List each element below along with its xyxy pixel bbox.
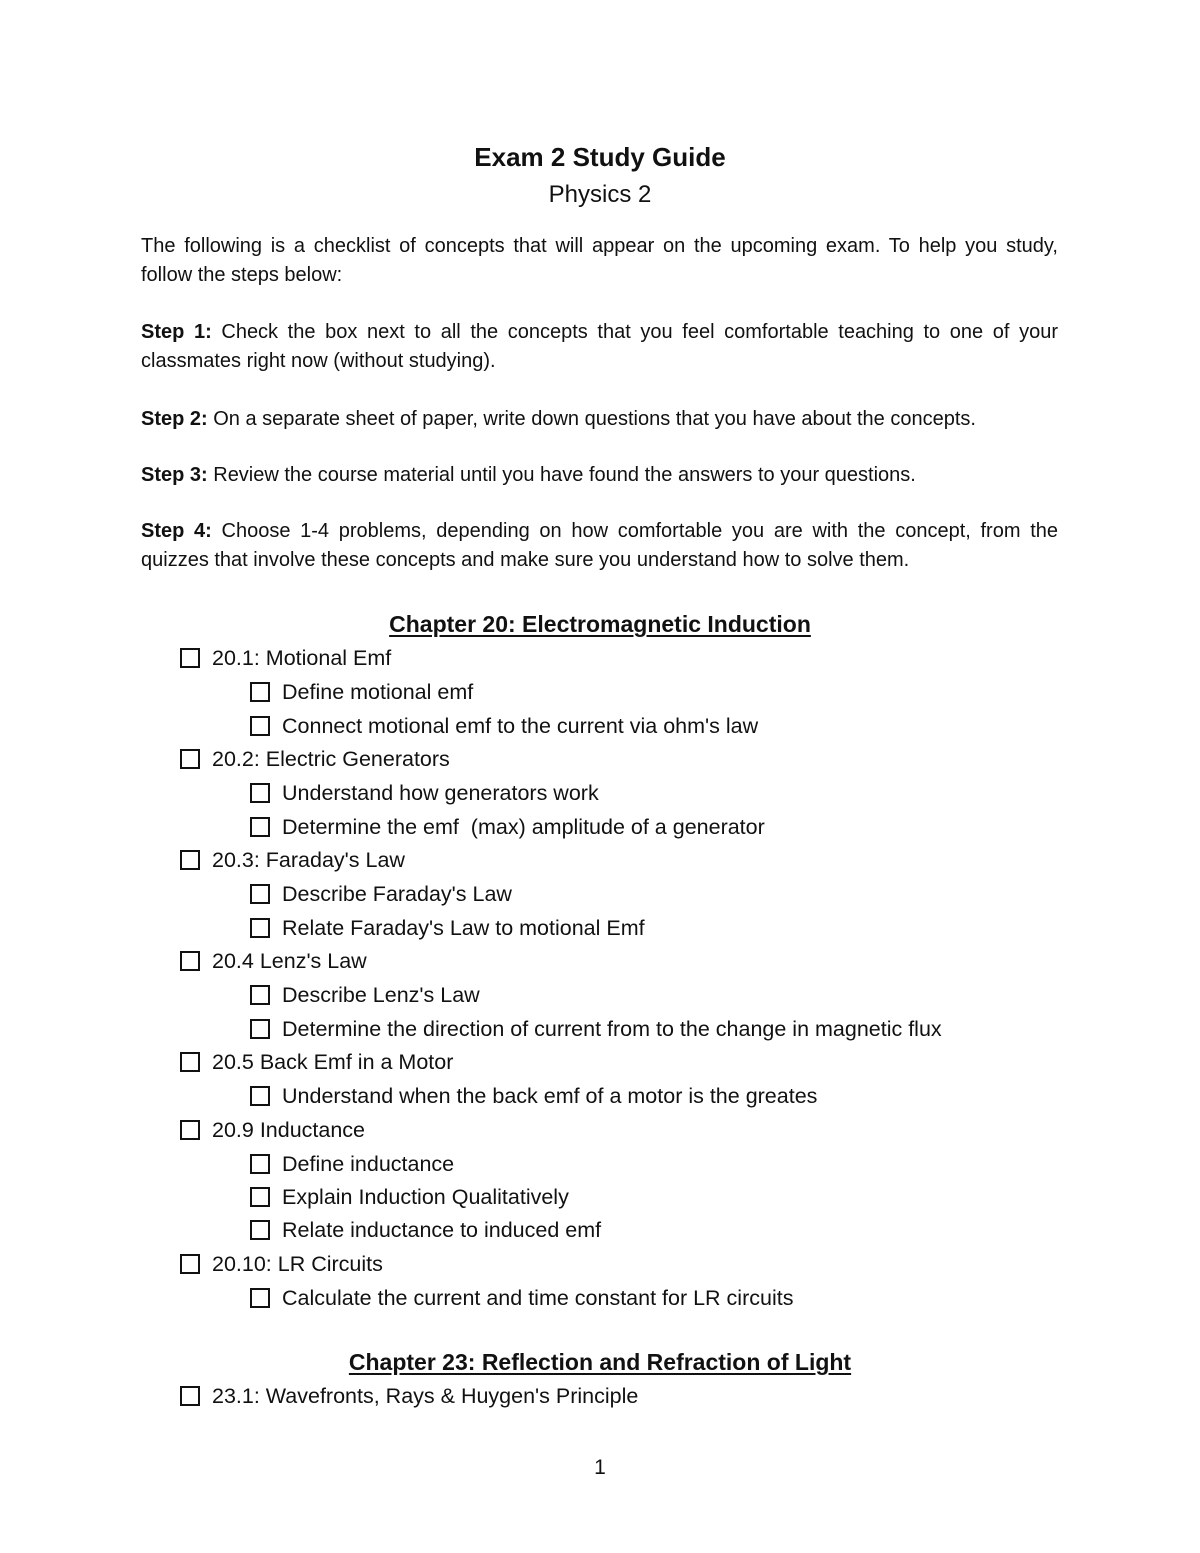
intro-paragraph: The following is a checklist of concepts that will appear on the upcoming exam. To help you study, follow the steps below:: [141, 235, 1058, 286]
checklist-item: [250, 1215, 601, 1245]
checkbox[interactable]: [250, 1220, 270, 1240]
checkbox[interactable]: [250, 682, 270, 702]
section-label: 20.5 Back Emf in a Motor: [212, 1050, 454, 1074]
checkbox[interactable]: [250, 1086, 270, 1106]
page-title: Exam 2 Study Guide: [474, 142, 726, 172]
checkbox[interactable]: [180, 749, 200, 769]
checkbox[interactable]: [180, 951, 200, 971]
item-label: Determine the direction of current from to the change in magnetic flux: [282, 1017, 942, 1041]
checkbox[interactable]: [250, 1288, 270, 1308]
step-4: [141, 517, 1058, 575]
checkbox[interactable]: [250, 716, 270, 736]
chapter-heading: Chapter 23: Reflection and Refraction of Light: [348, 1349, 852, 1375]
checklist-item: [250, 778, 599, 808]
step-text: Choose 1-4 problems, depending on how comfortable you are with the concept, from the quizzes that involve these concepts and make sure you understand how to solve them.: [141, 520, 1059, 571]
checkbox[interactable]: [180, 1386, 200, 1406]
checklist-item: [250, 1182, 569, 1212]
checkbox[interactable]: [180, 850, 200, 870]
page-subtitle: Physics 2: [548, 181, 652, 208]
checkbox[interactable]: [250, 1187, 270, 1207]
checklist-section: [180, 1381, 638, 1411]
checklist-item: [250, 980, 480, 1010]
step-text: On a separate sheet of paper, write down questions that you have about the concepts.: [207, 408, 976, 430]
step-label: Step 2:: [141, 408, 208, 430]
checklist-item: [250, 1081, 817, 1111]
checklist-item: [250, 677, 473, 707]
item-label: Describe Lenz's Law: [282, 983, 480, 1007]
step-1: [141, 318, 1058, 376]
item-label: Understand when the back emf of a motor is the greates: [282, 1084, 818, 1108]
step-text: Review the course material until you have found the answers to your questions.: [207, 464, 916, 486]
section-label: 20.2: Electric Generators: [212, 747, 450, 771]
checkbox[interactable]: [180, 648, 200, 668]
step-label: Step 3:: [141, 464, 208, 486]
section-label: 23.1: Wavefronts, Rays & Huygen's Principle: [212, 1384, 639, 1408]
step-label: Step 4:: [141, 520, 212, 542]
checklist-item: [250, 913, 645, 943]
checkbox[interactable]: [250, 783, 270, 803]
checklist-item: [250, 879, 512, 909]
checkbox[interactable]: [250, 817, 270, 837]
item-label: Connect motional emf to the current via ohm's law: [282, 714, 759, 738]
checklist-item: [250, 1283, 793, 1313]
checklist-section: [180, 1249, 383, 1279]
checkbox[interactable]: [250, 985, 270, 1005]
checklist-section: [180, 643, 391, 673]
item-label: Explain Induction Qualitatively: [282, 1185, 569, 1209]
item-label: Relate Faraday's Law to motional Emf: [282, 916, 645, 940]
section-label: 20.1: Motional Emf: [212, 646, 392, 670]
step-3: [141, 461, 1058, 490]
checklist-item: [250, 812, 765, 842]
checkbox[interactable]: [250, 918, 270, 938]
item-label: Understand how generators work: [282, 781, 599, 805]
checklist-section: [180, 744, 450, 774]
checkbox[interactable]: [180, 1052, 200, 1072]
checklist-item: [250, 711, 758, 741]
step-2: [141, 405, 1058, 434]
checkbox[interactable]: [180, 1254, 200, 1274]
section-label: 20.4 Lenz's Law: [212, 949, 367, 973]
item-label: Define inductance: [282, 1152, 455, 1176]
checkbox[interactable]: [180, 1120, 200, 1140]
page-number: 1: [594, 1456, 606, 1479]
step-text: Check the box next to all the concepts that you feel comfortable teaching to one of your classmates right now (without studying).: [141, 321, 1058, 372]
checkbox[interactable]: [250, 884, 270, 904]
item-label: Determine the emf (max) amplitude of a generator: [282, 815, 765, 839]
chapter-heading: Chapter 20: Electromagnetic Induction: [389, 611, 811, 637]
checkbox[interactable]: [250, 1154, 270, 1174]
section-label: 20.9 Inductance: [212, 1118, 366, 1142]
item-label: Define motional emf: [282, 680, 474, 704]
step-label: Step 1:: [141, 321, 212, 343]
checklist-section: [180, 946, 367, 976]
checklist-item: [250, 1149, 454, 1179]
section-label: 20.10: LR Circuits: [212, 1252, 383, 1276]
checklist-section: [180, 845, 405, 875]
item-label: Relate inductance to induced emf: [282, 1218, 602, 1242]
checklist-item: [250, 1014, 942, 1044]
item-label: Calculate the current and time constant for LR circuits: [282, 1286, 794, 1310]
checklist-section: [180, 1115, 365, 1145]
section-label: 20.3: Faraday's Law: [212, 848, 405, 872]
checkbox[interactable]: [250, 1019, 270, 1039]
checklist-section: [180, 1047, 453, 1077]
item-label: Describe Faraday's Law: [282, 882, 512, 906]
